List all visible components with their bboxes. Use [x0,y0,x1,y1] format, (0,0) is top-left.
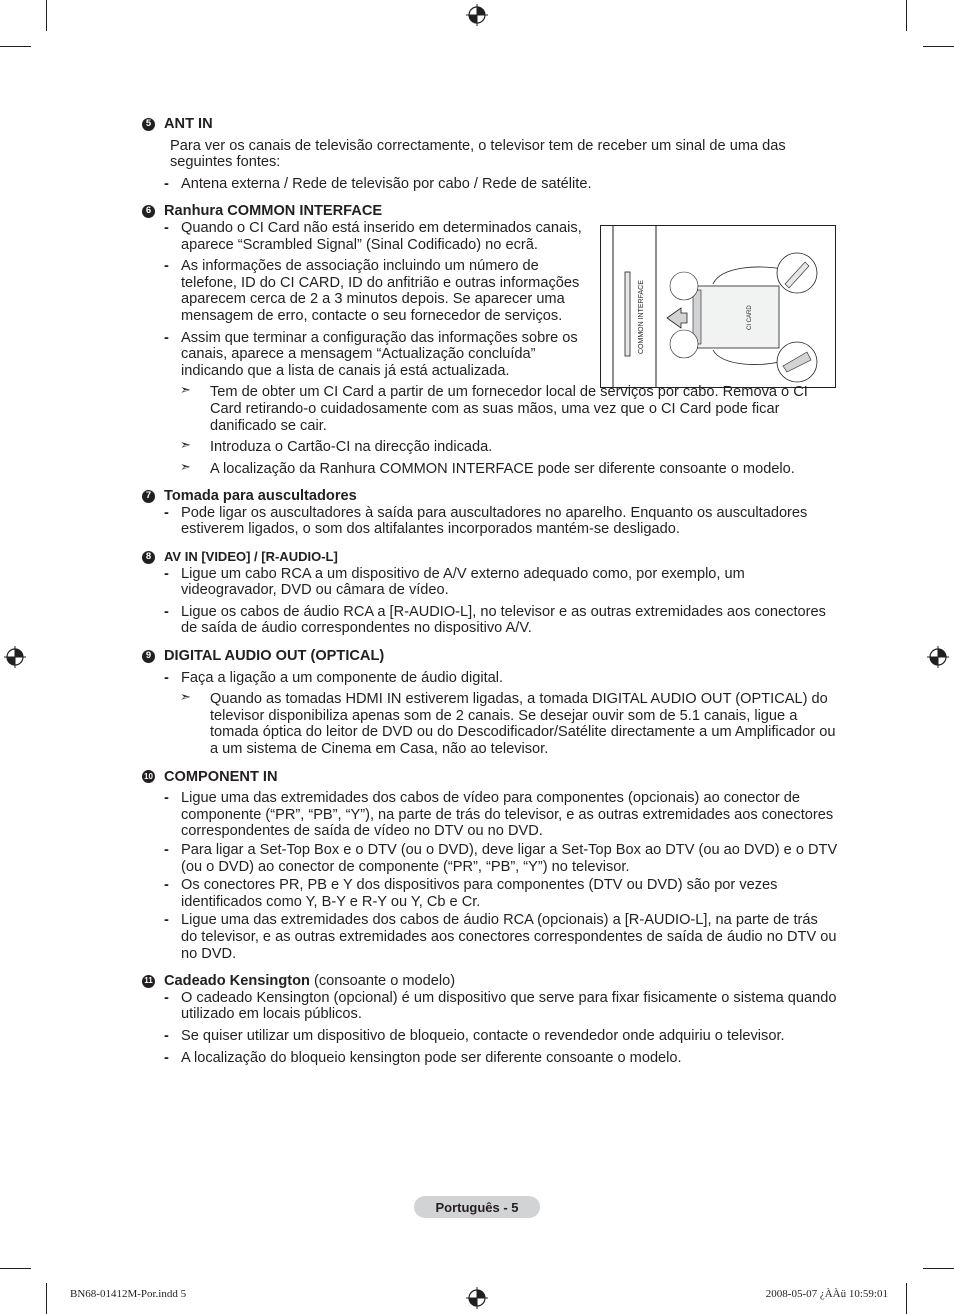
section-av-in [142,549,838,637]
registration-mark-icon [466,4,488,26]
list-item [142,877,838,910]
section-heading [142,648,838,665]
note-text: Introduza o Cartão-CI na direcção indicada. [210,439,493,456]
bullet-dash: - [164,912,169,929]
list-item-text: O cadeado Kensington (opcional) é um dispositivo que serve para fixar fisicamente o sistema quando utilizado em locais públicos. [181,989,837,1023]
page-number-badge: Português - 5 [414,1196,540,1218]
crop-mark [0,1268,31,1269]
list-item [142,566,838,599]
section-title: Cadeado Kensington [164,973,310,990]
section-heading [142,116,838,133]
bullet-dash: - [164,877,169,894]
note-item [142,691,838,757]
bullet-dash: - [164,1049,169,1066]
note-item [142,384,838,434]
list-item-text: Faça a ligação a um componente de áudio digital. [181,669,504,686]
note-text: Quando as tomadas HDMI IN estiverem ligadas, a tomada DIGITAL AUDIO OUT (OPTICAL) do televisor disponibiliza apenas som de 2 canais. Se desejar ouvir som de 5.1 canais, ligue a tomada óptica do leitor de DVD ou do Descodificador/Satélite directamente a um Amplificador ou a um sistema de Cinema em Casa, não ao televisor. [210,691,836,757]
crop-mark [923,46,954,47]
section-number: 8 [142,551,155,564]
list-item-text: Antena externa / Rede de televisão por cabo / Rede de satélite. [181,175,592,192]
bullet-dash: - [164,1027,169,1044]
bullet-dash: - [164,989,169,1006]
section-number: 7 [142,490,155,503]
section-heading [142,769,838,786]
section-number: 5 [142,118,155,131]
list-item [142,670,838,687]
list-item [142,990,838,1023]
list-item [142,842,838,875]
section-kensington [142,973,838,1066]
note-text: A localização da Ranhura COMMON INTERFACE pode ser diferente consoante o modelo. [210,460,795,477]
registration-mark-icon [927,646,949,668]
note-item [142,439,838,456]
crop-mark [906,1283,907,1314]
list-item-text: Assim que terminar a configuração das informações sobre os canais, aparece a mensagem “Actualização concluída” indicando que a lista de canais já está actualizada. [181,329,578,379]
section-number: 10 [142,770,155,783]
crop-mark [46,1283,47,1314]
section-title: COMPONENT IN [164,768,278,785]
section-title: AV IN [VIDEO] / [R-AUDIO-L] [164,549,338,565]
registration-mark-icon [4,646,26,668]
footer-file-name: BN68-01412M-Por.indd 5 [70,1288,187,1300]
list-item-text: Ligue um cabo RCA a um dispositivo de A/V externo adequado como, por exemplo, um videogravador, DVD ou câmara de vídeo. [181,565,745,599]
list-item [142,176,838,193]
section-digital-audio-out [142,648,838,758]
list-item [142,790,838,840]
list-item-text: Quando o CI Card não está inserido em determinados canais, aparece “Scrambled Signal” (Sinal Codificado) no ecrã. [181,219,582,253]
bullet-dash: - [164,175,169,192]
slot-label: COMMON INTERFACE [638,280,645,354]
list-item-text: As informações de associação incluindo um número de telefone, ID do CI CARD, ID do anfitrião e outras informações aparecem cerca de 2 a 3 minutos depois. Se aparecer uma mensagem de erro, contacte o seu fornecedor de serviços. [181,258,580,324]
bullet-dash: - [164,504,169,521]
list-item-text: Ligue os cabos de áudio RCA a [R-AUDIO-L], no televisor e as outras extremidades aos conectores de saída de áudio correspondentes no dispositivo A/V. [181,603,826,637]
bullet-dash: - [164,258,169,275]
bullet-dash: - [164,565,169,582]
list-item [142,220,588,253]
list-item-text: Os conectores PR, PB e Y dos dispositivos para componentes (DTV ou DVD) são por vezes identificados como Y, B-Y e R-Y ou Y, Cb e Cr. [181,877,778,910]
bullet-dash: - [164,841,169,858]
section-paragraph: Para ver os canais de televisão correctamente, o televisor tem de receber um sinal de uma das seguintes fontes: [170,137,786,171]
section-number: 9 [142,650,155,663]
section-title: Tomada para auscultadores [164,488,357,505]
note-item [142,458,838,478]
list-item-text: Pode ligar os auscultadores à saída para auscultadores no aparelho. Enquanto os auscultadores estiverem ligados, o som dos altifalantes incorporados mantém-se desligado. [181,504,808,538]
section-heading [142,549,838,566]
list-item [142,1050,838,1067]
card-label: CI CARD [747,305,753,330]
crop-mark [0,46,31,47]
section-headphones [142,488,838,538]
section-ant-in [142,116,838,192]
list-item [142,258,588,324]
list-item [142,1028,838,1045]
bullet-dash: - [164,790,169,807]
section-title: Ranhura COMMON INTERFACE [164,203,383,220]
note-text: Tem de obter um CI Card a partir de um fornecedor local de serviços por cabo. Remova o CI Card retirando-o cuidadosamente com as suas mãos, uma vez que o CI Card pode ficar danificado se cair. [210,384,808,434]
footer-timestamp: 2008-05-07 ¿ÀÀü 10:59:01 [765,1288,888,1300]
section-heading [142,488,838,505]
list-item [142,505,838,538]
section-title: DIGITAL AUDIO OUT (OPTICAL) [164,648,385,665]
note-arrow-icon: ➣ [180,689,191,705]
list-item-text: A localização do bloqueio kensington pode ser diferente consoante o modelo. [181,1049,682,1066]
note-arrow-icon: ➣ [180,458,191,474]
section-heading [142,973,838,990]
section-title: ANT IN [164,116,213,132]
section-common-interface [142,203,838,477]
crop-mark [906,0,907,31]
note-arrow-icon: ➣ [180,382,191,398]
list-item-text: Se quiser utilizar um dispositivo de bloqueio, contacte o revendedor onde adquiriu o televisor. [181,1027,785,1044]
crop-mark [923,1268,954,1269]
registration-mark-icon [466,1287,488,1309]
bullet-dash: - [164,329,169,346]
list-item [142,912,838,962]
section-title-suffix: (consoante o modelo) [313,973,456,990]
section-number: 11 [142,975,155,988]
note-arrow-icon: ➣ [180,437,191,453]
section-heading [142,203,838,220]
bullet-dash: - [164,669,169,686]
list-item-text: Ligue uma das extremidades dos cabos de vídeo para componentes (opcionais) ao conector de componente (“PR”, “PB”, “Y”), na parte de trás do televisor, e as outras extremidades aos conectores correspondentes de saída de vídeo no DTV ou no DVD. [181,790,834,840]
section-number: 6 [142,205,155,218]
list-item [142,604,838,637]
section-component-in [142,769,838,963]
crop-mark [46,0,47,31]
main-content [142,116,838,1066]
bullet-dash: - [164,219,169,236]
bullet-dash: - [164,603,169,620]
list-item [142,330,588,380]
list-item-text: Ligue uma das extremidades dos cabos de áudio RCA (opcionais) a [R-AUDIO-L], na parte de trás do televisor, e as outras extremidades aos conectores correspondentes de saída de áudio no DTV ou no DVD. [181,912,837,962]
list-item-text: Para ligar a Set-Top Box e o DTV (ou o DVD), deve ligar a Set-Top Box ao DTV (ou ao DVD) e o DTV (ou o DVD) ao conector de componente (“PR”, “PB”, “Y”) no televisor. [181,841,838,875]
